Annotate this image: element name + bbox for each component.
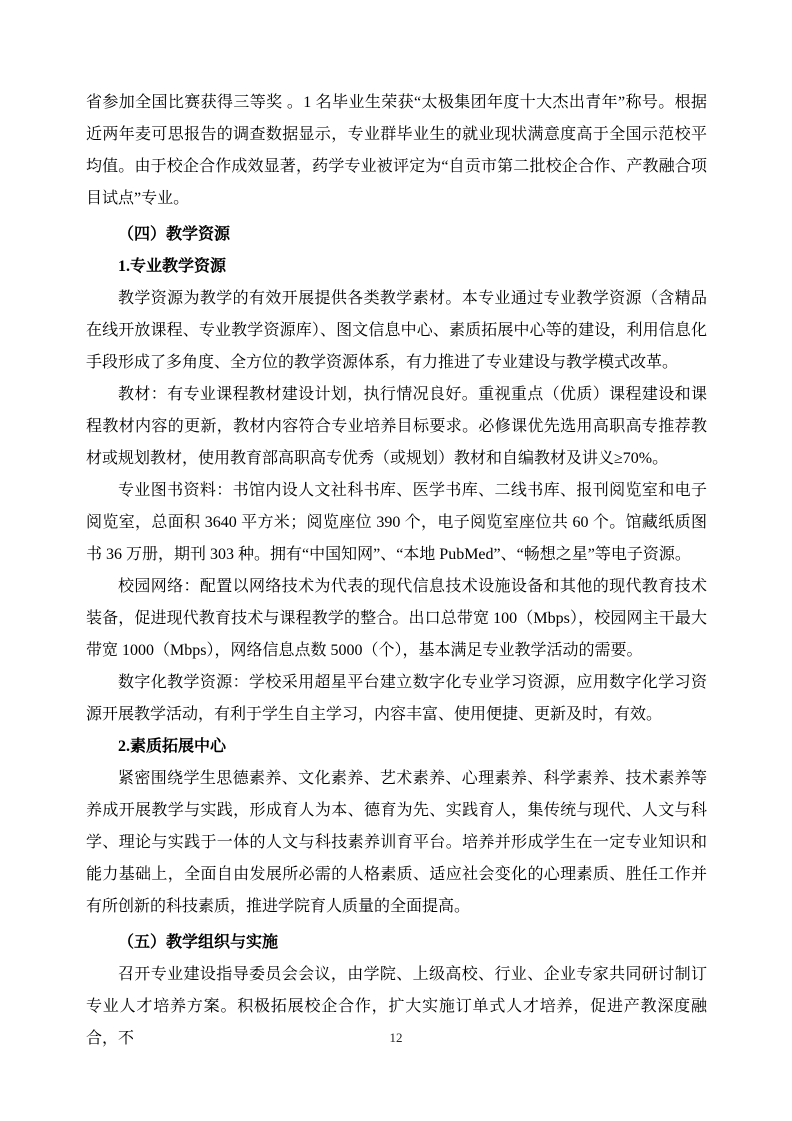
paragraph-continued: 省参加全国比赛获得三等奖 。1 名毕业生荣获“太极集团年度十大杰出青年”称号。根据近两年麦可思报告的调查数据显示，专业群毕业生的就业现状满意度高于全国示范校平均值。由于校企合作成效显著，药学专业被评定为“自贡市第二批校企合作、产教融合项目试点”专业。 [86,94,707,207]
section-heading-4: （四）教学资源 [118,226,231,243]
subsection-heading-2: 2.素质拓展中心 [118,738,227,755]
paragraph-digital-resources: 数字化教学资源：学校采用超星平台建立数字化专业学习资源，应用数字化学习资源开展教学活动，有利于学生自主学习，内容丰富、使用便捷、更新及时，有效。 [86,674,707,723]
document-body [86,87,707,1055]
section-heading-5: （五）教学组织与实施 [118,934,279,951]
paragraph-campus-network: 校园网络：配置以网络技术为代表的现代信息技术设施设备和其他的现代教育技术装备，促进现代教育技术与课程教学的整合。出口总带宽 100（Mbps），校园网主干最大带宽 1000（Mbps），网络信息点数 5000（个），基本满足专业教学活动的需要。 [86,578,707,659]
page-number: 12 [389,1030,403,1045]
subsection-heading-1: 1.专业教学资源 [118,258,227,275]
paragraph-quality-center: 紧密围绕学生思德素养、文化素养、艺术素养、心理素养、科学素养、技术素养等养成开展教学与实践，形成育人为本、德育为先、实践育人，集传统与现代、人文与科学、理论与实践于一体的人文与科技素养训育平台。培养并形成学生在一定专业知识和能力基础上，全面自由发展所必需的人格素质、适应社会变化的心理素质、胜任工作并有所创新的科技素质，推进学院育人质量的全面提高。 [86,770,707,915]
paragraph-library-materials: 专业图书资料：书馆内设人文社科书库、医学书库、二线书库、报刊阅览室和电子阅览室，总面积 3640 平方米；阅览座位 390 个，电子阅览室座位共 60 个。馆藏纸质图书 36 万册，期刊 303 种。拥有“中国知网”、“本地 PubMed”、“畅想之星”等电子资源。 [86,482,707,563]
paragraph-teaching-resources: 教学资源为教学的有效开展提供各类教学素材。本专业通过专业教学资源（含精品在线开放课程、专业教学资源库）、图文信息中心、素质拓展中心等的建设，利用信息化手段形成了多角度、全方位的教学资源体系，有力推进了专业建设与教学模式改革。 [86,290,707,371]
paragraph-textbooks: 教材：有专业课程教材建设计划，执行情况良好。重视重点（优质）课程建设和课程教材内容的更新，教材内容符合专业培养目标要求。必修课优先选用高职高专推荐教材或规划教材，使用教育部高职高专优秀（或规划）教材和自编教材及讲义≥70%。 [86,386,707,467]
paragraph-teaching-organization: 召开专业建设指导委员会会议，由学院、上级高校、行业、企业专家共同研讨制订专业人才培养方案。积极拓展校企合作，扩大实施订单式人才培养，促进产教深度融合，不 [86,966,707,1047]
